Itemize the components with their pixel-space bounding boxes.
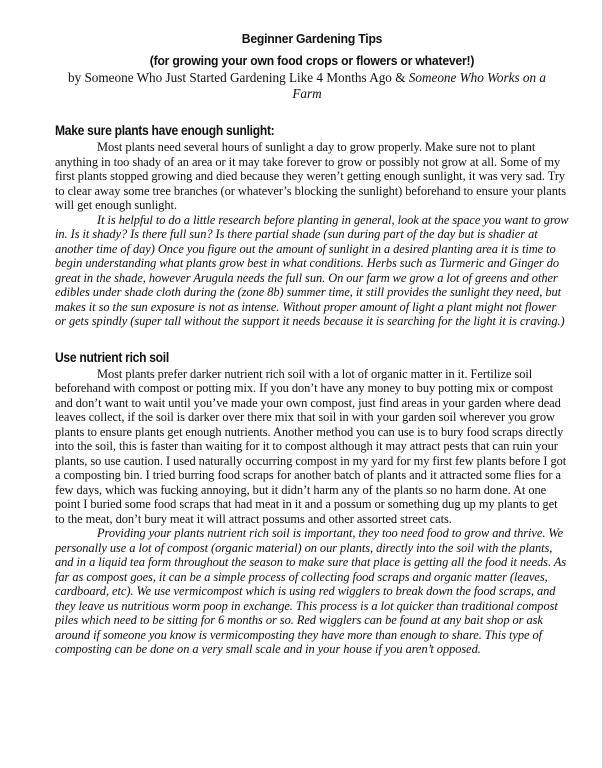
byline-italic: Someone Who Works on a Farm — [292, 70, 546, 101]
paragraph-soil-2: Providing your plants nutrient rich soil is important, they too need food to grow and thrive. We personally use a lot of compost (organic material) on our plants, directly into the soil with the plants, and in a liquid tea form throughout the season to make sure that place is getting all the food it needs. As far as compost goes, it can be a simple process of collecting food scraps and organic matter (leaves, cardboard, etc). We use vermicompost which is using red wigglers to break down the food scraps, and they leave us nutritious worm poop in exchange. This process is a lot quicker than traditional compost piles which need to be sitting for 6 months or so. Red wigglers can be found at any bait shop or ask around if someone you know is vermicomposting they have more than enough to share. This type of composting can be done on a very small scale and in your house if you aren’t opposed. — [55, 526, 567, 656]
section-heading-soil: Use nutrient rich soil — [55, 349, 169, 365]
document-title: Beginner Gardening Tips — [241, 31, 383, 46]
paragraph-sunlight-1: Most plants need several hours of sunlight a day to grow properly. Make sure not to plant anything in too shady of an area or it may take forever to grow or possibly not grow at all. Some of my first plants stopped growing and died because they weren’t getting enough sunlight, it was very sad. Try to clear away some tree branches (or whatever’s blocking the sunlight) beforehand to ensure your plants will get enough sunlight. — [55, 140, 567, 212]
paragraph-sunlight-2: It is helpful to do a little research before planting in general, look at the space you want to grow in. Is it shady? Is there full sun? Is there partial shade (sun during part of the day but is shadier at another time of day) Once you figure out the amount of sunlight in a desired planting area it is time to begin understanding what plants grow best in what conditions. Herbs such as Turmeric and Ginger do great in the shade, however Arugula needs the full sun. On our farm we grow a lot of greens and other edibles under shade cloth during the (zone 8b) summer time, it still provides the sunlight they need, but makes it so the sun exposure is not as intense. Without proper amount of light a plant might not flower or gets spindly (super tall without the support it needs because it is searching for the light it is craving.) — [55, 212, 569, 328]
document-subtitle: (for growing your own food crops or flowers or whatever!) — [149, 53, 475, 68]
section-heading-sunlight: Make sure plants have enough sunlight: — [55, 123, 275, 138]
byline — [45, 70, 569, 102]
byline-prefix: by Someone Who Just Started Gardening Like 4 Months Ago & — [67, 70, 409, 85]
paragraph-soil-1: Most plants prefer darker nutrient rich soil with a lot of organic matter in it. Fertilize soil beforehand with compost or potting mix. If you don’t have any money to buy potting mix or compost and don’t want to wait until you’ve made your own compost, just find areas in your garden where dead leaves collect, if the soil is darker over there mix that soil in with your garden soil wherever you grow plants to ensure plants get enough nutrients. Another method you can use is to bury food scraps directly into the soil, this is faster than waiting for it to compost although it may attract pests that can ruin your plants, so use caution. I used naturally occurring compost in my yard for my first few plants before I got a composting bin. I tried burring food scraps for another batch of plants and it attracted some flies for a few days, which was fucking annoying, but it didn’t harm any of the plants so no harm done. At one point I buried some food scraps that had meat in it and a possum or something dug up my plants to get to the meat, don’t bury meat it will attract possums and other assorted street cats. — [55, 366, 567, 526]
